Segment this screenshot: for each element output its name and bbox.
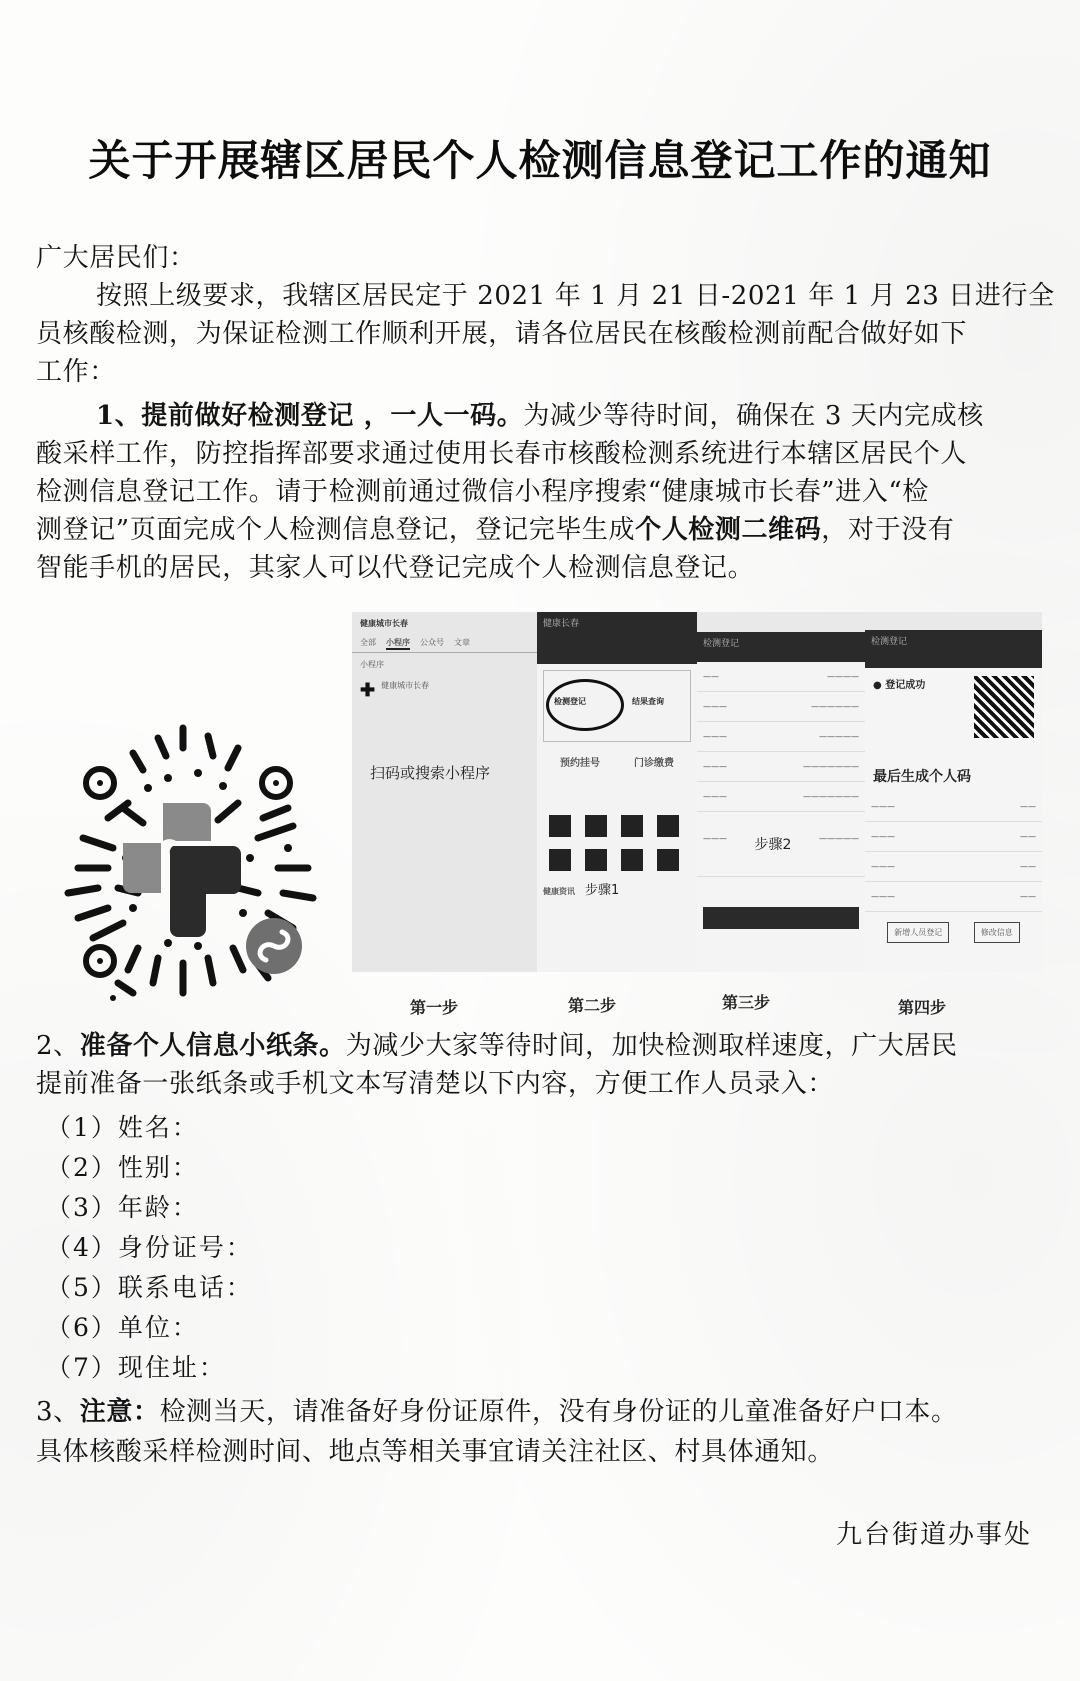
info-row: ——— ——: [865, 792, 1042, 822]
section1-line-1: [96, 398, 1080, 434]
section1-line-4a: 测登记”页面完成个人检测信息登记，登记完毕生成: [36, 515, 636, 545]
result-title: 健康城市长春: [381, 681, 430, 690]
success-status: ● 登记成功: [873, 680, 926, 691]
intro-line-3: 工作：: [36, 357, 116, 387]
submit-button: [703, 907, 859, 929]
grid-icon: [621, 849, 643, 871]
form-row: ——— ———————: [697, 782, 865, 812]
section1-line-3: 检测信息登记工作。请于检测前通过微信小程序搜索“健康城市长春”进入“检: [36, 477, 929, 507]
section1-heading: 提前做好检测登记 ，一人一码。: [141, 401, 524, 431]
grid-icon: [621, 815, 643, 837]
form-row: —— ————: [697, 662, 865, 692]
search-header: 健康城市长春: [360, 619, 408, 628]
success-text: 登记成功: [885, 680, 926, 691]
info-row: ——— ——: [865, 852, 1042, 882]
form-row: ——— ——————: [697, 692, 865, 722]
personal-qr-icon: [974, 676, 1034, 738]
step-label-2: 第二步: [568, 996, 617, 1015]
registration-steps-figure: [352, 612, 1042, 972]
info-row: ——— ——: [865, 822, 1042, 852]
info-item-age: （3）年龄：: [46, 1193, 199, 1222]
result-buttons: [865, 912, 1042, 953]
salutation: 广大居民们：: [36, 243, 196, 273]
section1-line-4b: ，对于没有: [821, 515, 955, 545]
section1-line-2: 酸采样工作，防控指挥部要求通过使用长春市核酸检测系统进行本辖区居民个人: [36, 439, 968, 469]
step1-annotation: 步骤1: [585, 883, 620, 898]
intro-line-1: 按照上级要求，我辖区居民定于 2021 年 1 月 21 日-2021 年 1 月 23 日进行全: [96, 281, 1055, 311]
section3-line-2: 具体核酸采样检测时间、地点等相关事宜请关注社区、村具体通知。: [36, 1437, 835, 1467]
mini-program-qr-icon: [38, 708, 338, 1008]
step1-screenshot: [352, 612, 537, 972]
step-label-4: 第四步: [898, 998, 947, 1017]
form-row: ——— ———————: [697, 752, 865, 782]
section1-line-4: [36, 512, 1046, 548]
section1-number: 1、: [96, 401, 142, 431]
info-item-gender: （2）性别：: [46, 1153, 199, 1182]
form-row: ——— —————: [697, 722, 865, 752]
news-label: 健康资讯: [543, 887, 575, 896]
news-row: [537, 877, 697, 900]
final-code-annotation: 最后生成个人码: [873, 769, 971, 785]
section2-text: 为减少大家等待时间，加快检测取样速度，广大居民: [345, 1031, 958, 1061]
test-registration-link: 检测登记: [554, 697, 586, 706]
step-label-3: 第三步: [722, 993, 771, 1012]
intro-line-2: 员核酸检测，为保证检测工作顺利开展，请各位居民在核酸检测前配合做好如下: [36, 319, 968, 349]
add-person-button: 新增人员登记: [887, 922, 949, 943]
grid-icon: [585, 849, 607, 871]
appointment-card: 预约挂号: [560, 758, 600, 769]
edit-info-button: 修改信息: [974, 922, 1020, 943]
step4-screenshot: [865, 630, 1042, 972]
form-row: ——— 步骤2 —————: [697, 812, 865, 877]
tab-all: 全部: [360, 638, 376, 647]
grid-icon: [549, 815, 571, 837]
qr-emphasis: 个人检测二维码: [635, 515, 822, 545]
section2-heading: 准备个人信息小纸条。: [79, 1031, 346, 1061]
step2-screenshot: [537, 612, 697, 972]
section2-line-1: [36, 1028, 1046, 1064]
section1-text: 为减少等待时间，确保在 3 天内完成核: [523, 401, 984, 431]
grid-icon: [657, 849, 679, 871]
info-item-address: （7）现住址：: [46, 1353, 226, 1382]
app-header: 健康长春: [537, 612, 697, 664]
page-title: 关于开展辖区居民个人检测信息登记工作的通知: [88, 136, 992, 185]
cross-icon: ✚: [360, 680, 376, 701]
section2-line-2: 提前准备一张纸条或手机文本写清楚以下内容，方便工作人员录入：: [36, 1069, 835, 1099]
result-item: [352, 676, 537, 705]
info-row: ——— ——: [865, 882, 1042, 912]
info-item-id-number: （4）身份证号：: [46, 1233, 253, 1262]
section3-number: 3、: [36, 1397, 80, 1427]
step3-screenshot: [697, 632, 865, 972]
step-label-1: 第一步: [410, 998, 459, 1017]
result-header: 检测登记: [865, 630, 1042, 668]
step2-annotation: 步骤2: [754, 837, 792, 853]
form-header: 检测登记: [697, 632, 865, 662]
tab-mini-program: 小程序: [386, 637, 410, 650]
success-row: [865, 668, 1042, 746]
section2-number: 2、: [36, 1031, 80, 1061]
grid-icon: [549, 849, 571, 871]
info-item-name: （1）姓名：: [46, 1113, 199, 1142]
cards-row: [537, 748, 697, 775]
step1-caption: 扫码或搜索小程序: [370, 764, 491, 782]
section3-line-1: [36, 1394, 1046, 1430]
payment-card: 门诊缴费: [634, 758, 674, 769]
tab-articles: 文章: [454, 638, 470, 647]
search-tabs: [352, 635, 537, 653]
grid-icon: [585, 815, 607, 837]
service-card: [543, 670, 691, 742]
info-item-employer: （6）单位：: [46, 1313, 199, 1342]
grid-icon: [657, 815, 679, 837]
section-label: 小程序: [360, 660, 384, 669]
section1-line-5: 智能手机的居民，其家人可以代登记完成个人检测信息登记。: [36, 553, 755, 583]
tab-official-account: 公众号: [420, 638, 444, 647]
result-query-link: 结果查询: [632, 697, 664, 706]
icon-grid: [537, 775, 697, 877]
section3-heading: 注意：: [79, 1397, 160, 1427]
section3-text: 检测当天，请准备好身份证原件，没有身份证的儿童准备好户口本。: [159, 1397, 958, 1427]
issuer-signature: 九台街道办事处: [836, 1520, 1033, 1550]
info-item-phone: （5）联系电话：: [46, 1273, 253, 1302]
